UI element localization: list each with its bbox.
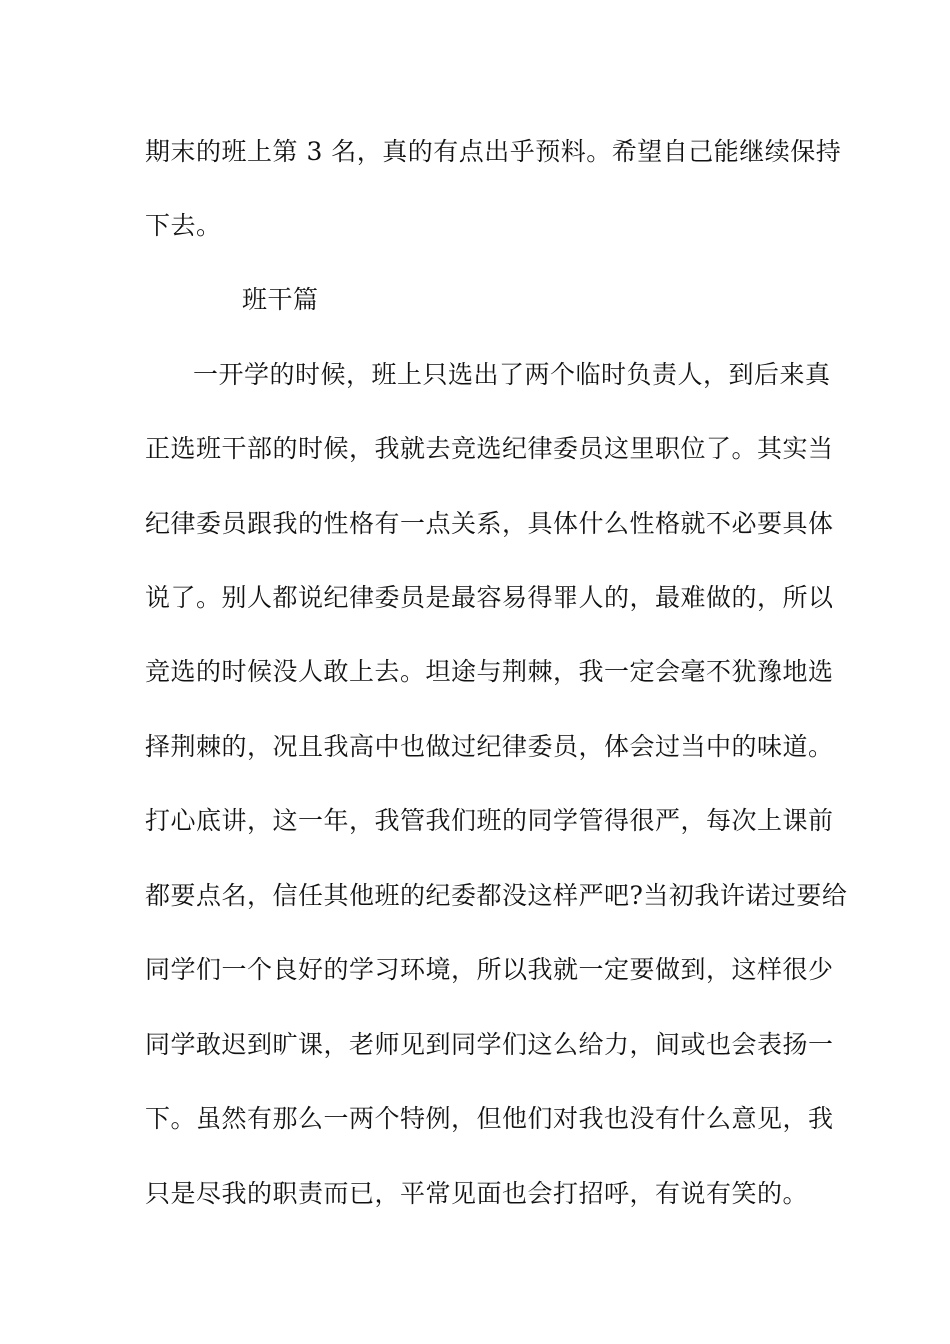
- paragraph-line-9: 打心底讲，这一年，我管我们班的同学管得很严，每次上课前: [145, 806, 834, 835]
- paragraph-line-14: 只是尽我的职责而已，平常见面也会打招呼，有说有笑的。: [145, 1179, 809, 1208]
- paragraph-line-5: 纪律委员跟我的性格有一点关系，具体什么性格就不必要具体: [145, 509, 834, 538]
- section-heading: 班干篇: [242, 285, 319, 314]
- paragraph-line-6: 说了。别人都说纪律委员是最容易得罪人的，最难做的，所以: [145, 583, 834, 612]
- paragraph-line-4: 正选班干部的时候，我就去竞选纪律委员这里职位了。其实当: [145, 434, 834, 463]
- paragraph-line-1: 期末的班上第 3 名，真的有点出乎预料。希望自己能继续保持: [145, 137, 842, 166]
- paragraph-line-13: 下。虽然有那么一两个特例，但他们对我也没有什么意见，我: [145, 1104, 834, 1133]
- paragraph-line-12: 同学敢迟到旷课，老师见到同学们这么给力，间或也会表扬一: [145, 1030, 834, 1059]
- paragraph-line-3: 一开学的时候，班上只选出了两个临时负责人，到后来真: [193, 360, 831, 389]
- paragraph-line-2: 下去。: [145, 211, 222, 240]
- paragraph-line-8: 择荆棘的，况且我高中也做过纪律委员，体会过当中的味道。: [145, 732, 834, 761]
- paragraph-line-11: 同学们一个良好的学习环境，所以我就一定要做到，这样很少: [145, 955, 834, 984]
- paragraph-line-10: 都要点名，信任其他班的纪委都没这样严吧?当初我许诺过要给: [145, 881, 848, 910]
- paragraph-line-7: 竞选的时候没人敢上去。坦途与荆棘，我一定会毫不犹豫地选: [145, 657, 834, 686]
